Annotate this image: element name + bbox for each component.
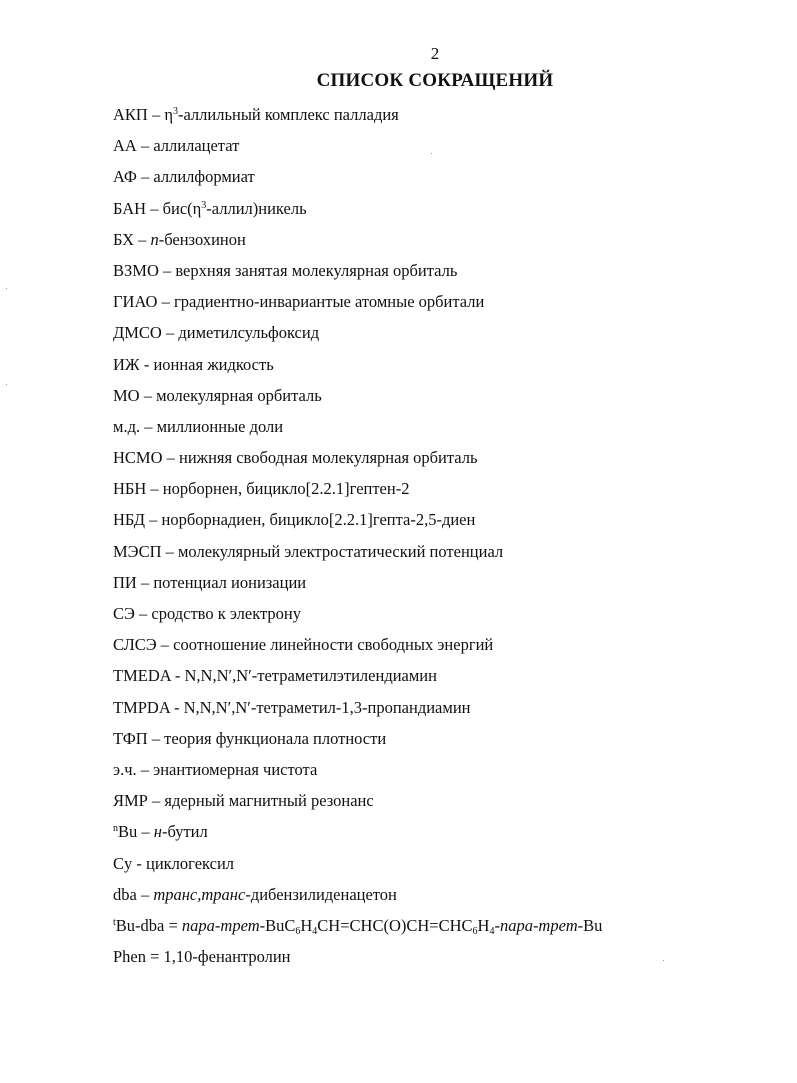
entry-text: CH=CHC(O)CH=CHC <box>317 915 473 935</box>
abbreviation-entry <box>113 601 602 632</box>
abbreviation-entry <box>113 663 602 694</box>
entry-text: H <box>477 915 490 935</box>
entry-text: -BuC <box>259 915 296 935</box>
superscript-text: t <box>113 916 116 928</box>
entry-text: ВЗМО – верхняя занятая молекулярная орбиталь <box>113 260 458 280</box>
entry-text: Phen = 1,10-фенантролин <box>113 947 291 967</box>
scan-speck <box>6 384 7 385</box>
entry-text: СЭ – сродство к электрону <box>113 604 302 623</box>
entry-text: -аллил)никель <box>206 198 307 218</box>
entry-text: АА – аллилацетат <box>113 136 240 156</box>
subscript-text: 4 <box>312 925 318 937</box>
entry-text: ТФП – теория функционала плотности <box>113 728 387 748</box>
abbreviation-entry <box>113 788 602 819</box>
entry-text: МО – молекулярная орбиталь <box>113 385 322 405</box>
abbreviation-entry <box>113 632 602 663</box>
abbreviation-entry <box>113 196 602 227</box>
italic-text: транс,транс <box>153 884 246 904</box>
abbreviation-entry <box>113 944 602 975</box>
abbreviation-entry <box>113 445 602 476</box>
abbreviation-entry <box>113 320 602 351</box>
entry-text: МЭСП – молекулярный электростатический потенциал <box>113 541 504 561</box>
entry-text: TMEDA - N,N,N′,N′-тетраметилэтилендиамин <box>113 666 437 686</box>
entry-text: Bu-dba = <box>115 915 182 935</box>
abbreviation-entry <box>113 882 602 913</box>
entry-text: НСМО – нижняя свободная молекулярная орбиталь <box>113 448 478 468</box>
abbreviation-entry <box>113 258 602 289</box>
abbreviation-list <box>113 102 602 975</box>
entry-text: -бутил <box>161 822 208 842</box>
superscript-text: 3 <box>172 106 178 117</box>
abbreviation-entry <box>113 227 602 258</box>
entry-text: ПИ – потенциал ионизации <box>113 572 307 592</box>
entry-text: БАН – бис(η <box>113 198 202 218</box>
italic-text: пара-трет <box>499 915 578 935</box>
abbreviation-entry <box>113 352 602 383</box>
page-title: СПИСОК СОКРАЩЕНИЙ <box>316 70 554 91</box>
entry-text: TMPDA - N,N,N′,N′-тетраметил-1,3-пропандиамин <box>113 697 471 717</box>
entry-text: м.д. – миллионные доли <box>113 416 284 436</box>
scan-speck <box>6 288 7 289</box>
abbreviation-entry <box>113 289 602 320</box>
scan-speck <box>663 960 664 961</box>
scan-speck <box>431 153 432 154</box>
entry-text: -дибензилиденацетон <box>245 884 397 904</box>
entry-text: ГИАО – градиентно-инвариантые атомные орбитали <box>113 292 485 312</box>
entry-text: СЛСЭ – соотношение линейности свободных энергий <box>113 635 494 655</box>
page-number: 2 <box>430 44 440 63</box>
entry-text: Bu – <box>118 822 154 842</box>
abbreviation-entry <box>113 570 602 601</box>
abbreviation-entry <box>113 476 602 507</box>
entry-text: ИЖ - ионная жидкость <box>113 354 274 374</box>
abbreviation-entry <box>113 133 602 164</box>
entry-text: -Bu <box>577 915 603 935</box>
entry-text: э.ч. – энантиомерная чистота <box>113 759 318 779</box>
abbreviation-entry <box>113 164 602 195</box>
abbreviation-entry <box>113 539 602 570</box>
abbreviation-entry <box>113 695 602 726</box>
abbreviation-entry <box>113 414 602 445</box>
entry-text: dba – <box>113 884 154 904</box>
superscript-text: n <box>113 823 118 835</box>
abbreviation-entry <box>113 102 602 133</box>
abbreviation-entry <box>113 757 602 788</box>
entry-text: АФ – аллилформиат <box>113 167 255 187</box>
abbreviation-entry <box>113 726 602 757</box>
subscript-text: 6 <box>295 925 301 937</box>
entry-text: H <box>300 915 313 935</box>
entry-text: АКП – η <box>113 105 173 124</box>
subscript-text: 6 <box>472 925 478 937</box>
entry-text: -бензохинон <box>158 229 246 249</box>
entry-text: - <box>494 915 500 935</box>
italic-text: н <box>153 822 162 842</box>
entry-text: -аллильный комплекс палладия <box>177 105 399 124</box>
entry-text: Cy - циклогексил <box>113 853 235 873</box>
entry-text: БХ – <box>113 229 151 249</box>
abbreviation-entry <box>113 913 602 944</box>
italic-text: пара-трет <box>181 915 260 935</box>
abbreviation-entry <box>113 507 602 538</box>
superscript-text: 3 <box>201 199 207 211</box>
entry-text: ДМСО – диметилсульфоксид <box>113 323 320 343</box>
entry-text: НБН – норборнен, бицикло[2.2.1]гептен-2 <box>113 479 410 499</box>
abbreviation-entry <box>113 383 602 414</box>
abbreviation-entry <box>113 819 602 850</box>
entry-text: НБД – норборнадиен, бицикло[2.2.1]гепта-2,5-диен <box>113 510 476 530</box>
subscript-text: 4 <box>489 925 495 937</box>
entry-text: ЯМР – ядерный магнитный резонанс <box>113 791 374 811</box>
abbreviation-entry <box>113 851 602 882</box>
italic-text: п <box>150 229 159 249</box>
